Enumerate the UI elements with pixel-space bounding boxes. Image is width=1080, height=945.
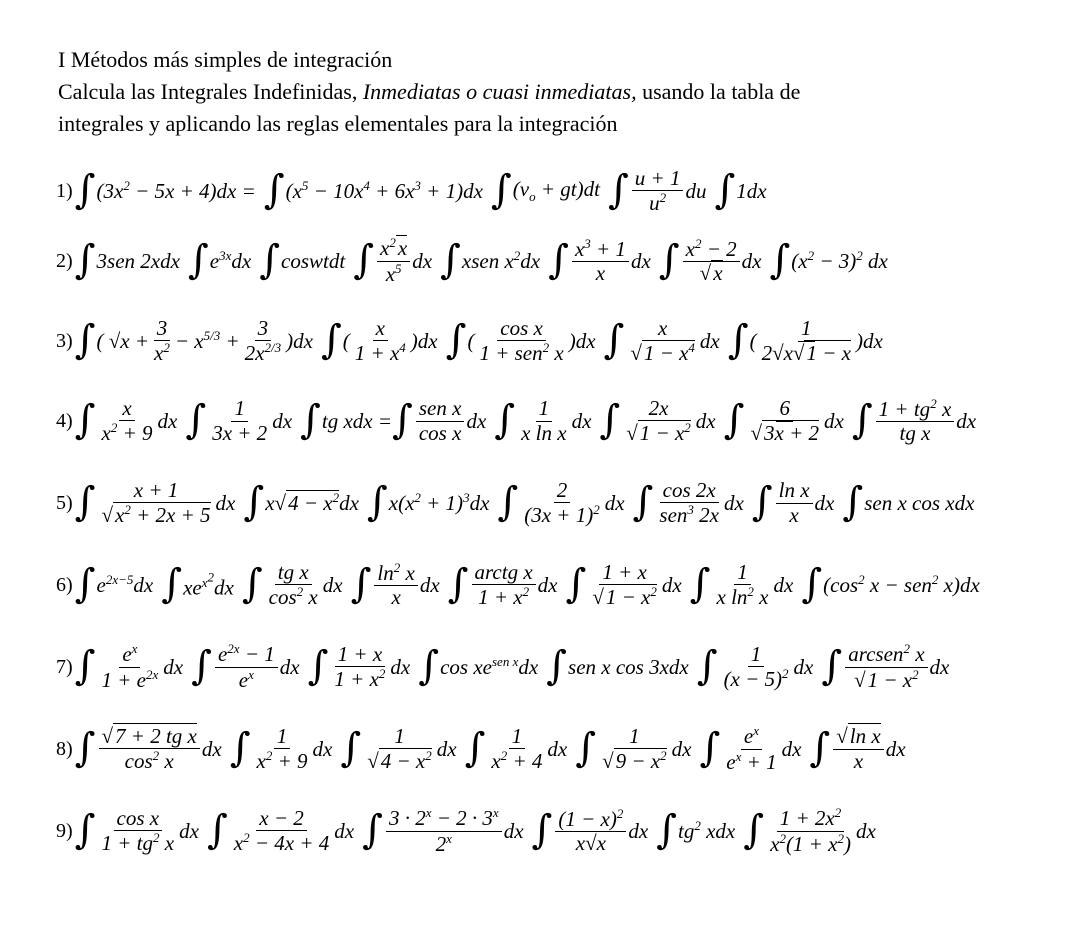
integral-sign: ∫	[187, 237, 209, 283]
exercise-header	[58, 44, 1048, 140]
integral-expression: ∫ $\frac{1}{x^2 + 4}$ dx	[464, 723, 568, 773]
row-number: 4)	[56, 409, 73, 432]
exercise-row-2	[56, 220, 1066, 302]
integral-expression: ∫ $\frac{\text{tg x}}{\cos^2 x}$ dx	[241, 559, 343, 609]
exercise-row-6	[56, 544, 1066, 626]
section-title: I Métodos más simples de integración	[58, 47, 393, 72]
integral-sign: ∫	[548, 237, 569, 283]
integral-expression: ∫ ($\cos^2$ x − sen$^2$ x)dx	[801, 561, 980, 607]
integral-expression: ∫ $(v_o + gt)dt$	[490, 167, 600, 213]
exercise-row-9	[56, 790, 1066, 872]
row-number: 5)	[56, 491, 73, 514]
integral-sign: ∫	[259, 237, 281, 283]
integral-sign: ∫	[445, 317, 467, 363]
integral-sign: ∫	[74, 479, 96, 525]
integral-sign: ∫	[658, 237, 680, 283]
row-number: 6)	[56, 573, 73, 596]
integral-sign: ∫	[656, 807, 678, 853]
exercise-row-3	[56, 300, 1066, 382]
row-number: 7)	[56, 655, 73, 678]
integral-expression: ∫ $\frac{e^x}{e^x + 1}$ dx	[699, 723, 802, 774]
integral-sign: ∫	[74, 643, 96, 689]
integral-expression: ∫ $\frac{2}{(3x + 1)^2}$ dx	[497, 477, 625, 527]
row-number: 2)	[56, 249, 73, 272]
integral-expression: ∫ $x(x^2 + 1)^3dx$	[366, 479, 490, 525]
integral-sign: ∫	[74, 237, 96, 283]
integral-sign: ∫	[340, 725, 362, 771]
integral-expression: ∫ $\frac{\text{ln x}}{x}$ dx	[751, 478, 835, 527]
integral-expression: ∫ $\frac{1 + x}{1 + x^2}$ dx	[307, 641, 411, 691]
integral-expression: ∫ 3sen 2xdx	[74, 237, 180, 283]
integral-sign: ∫	[440, 237, 461, 283]
integral-sign: ∫	[603, 317, 625, 363]
integral-sign: ∫	[74, 807, 96, 853]
integral-sign: ∫	[74, 561, 96, 607]
integral-expression: ∫ $xe^{x^2}dx$	[161, 561, 234, 607]
integral-sign: ∫	[821, 643, 843, 689]
integral-expression: ∫ $\frac{\text{√7 + 2 tg x}}{\cos^2 x}$ dx	[74, 723, 222, 773]
integral-expression: ∫ $\frac{1}{x \ln^2 x}$ dx	[689, 559, 794, 609]
exercise-row-4	[56, 380, 1066, 462]
integral-sign: ∫	[531, 807, 553, 853]
integral-expression: ∫ $(x^5 - 10x^4 + 6x^3 + 1)dx$	[263, 167, 483, 213]
instructions-emphasis: Inmediatas o cuasi inmediatas,	[362, 79, 637, 104]
integral-sign: ∫	[74, 167, 96, 213]
integral-expression: ∫ sen x cos xdx	[842, 479, 975, 525]
integral-expression: ∫ $e^{2x-5}dx$	[74, 561, 154, 607]
integral-expression: ∫ $\frac{6}{√3x + 2}$ dx	[723, 396, 844, 445]
integral-sign: ∫	[727, 317, 749, 363]
integral-expression: ∫ $\frac{1}{3x + 2}$ dx	[185, 396, 293, 445]
integral-expression: ∫ tg xdx = ∫ $\frac{\text{sen x}}{\text{cos x}}$ dx	[300, 396, 487, 445]
integral-expression: ∫ $\frac{x - 2}{x^2 - 4x + 4}$ dx	[206, 805, 355, 855]
integral-expression: ∫ $\frac{arcsen^2 x}{√1 - x^2}$ dx	[821, 641, 950, 692]
integral-expression: ∫ $x√4 - x^2dx$	[243, 479, 359, 525]
integral-expression: ∫ $(3x^2 - 5x + 4)dx$ =	[74, 167, 256, 213]
integral-sign: ∫	[464, 725, 486, 771]
integral-sign: ∫	[490, 167, 512, 213]
exercise-row-5	[56, 462, 1066, 544]
integral-sign: ∫	[689, 561, 711, 607]
integral-expression: ∫ $\frac{\text{arctg x}}{1 + x^2}$ dx	[447, 559, 558, 609]
integral-expression: ∫ 1dx	[714, 167, 767, 213]
integral-expression: ∫ $\frac{1 + x}{√1 - x^2}$ dx	[565, 559, 682, 609]
integral-sign: ∫	[191, 643, 212, 689]
exercise-row-8	[56, 708, 1066, 790]
integral-sign: ∫	[366, 479, 388, 525]
integral-sign: ∫	[74, 317, 96, 363]
integral-sign: ∫	[447, 561, 469, 607]
integral-expression: ∫ $\frac{3 \cdot 2^x - 2 \cdot 3^x}{2^x}$ dx	[362, 805, 524, 856]
integral-expression: ∫ $\frac{1}{x^2 + 9}$ dx	[229, 723, 333, 773]
integral-sign: ∫	[350, 561, 372, 607]
integral-sign: ∫	[320, 317, 342, 363]
integral-sign: ∫	[74, 397, 96, 443]
integral-sign: ∫	[723, 397, 745, 443]
integral-sign: ∫	[307, 643, 329, 689]
integral-expression: ∫ $\frac{u + 1}{u^2}$ du	[607, 165, 707, 215]
integral-expression: ∫ ( √x + $\frac{3}{x^2}$ − $x^{5/3}$ + $\frac{3}{2x^{2/3}}$ )dx	[74, 315, 313, 365]
integral-sign: ∫	[696, 643, 718, 689]
integral-expression: ∫ $\frac{1}{√4 - x^2}$ dx	[340, 723, 457, 773]
row-number: 8)	[56, 737, 73, 760]
integral-expression: ∫ $\frac{1}{√9 - x^2}$ dx	[575, 723, 692, 773]
integral-expression: ∫ $\frac{\cos 2x}{sen^3 2x}$ dx	[632, 477, 744, 527]
instructions-text: usando la tabla de	[636, 79, 801, 104]
integral-sign: ∫	[575, 725, 597, 771]
row-number: 3)	[56, 329, 73, 352]
integral-sign: ∫	[185, 397, 207, 443]
integral-sign: ∫	[418, 643, 440, 689]
integral-expression: ∫ $\cos xe^{sen x}dx$	[418, 643, 539, 689]
integral-sign: ∫	[229, 725, 251, 771]
integral-expression: ∫ sen x cos 3xdx	[546, 643, 689, 689]
exercise-row-7	[56, 626, 1066, 708]
integral-sign: ∫	[565, 561, 587, 607]
integral-expression: ∫ $\frac{x}{x^2 + 9}$ dx	[74, 395, 178, 445]
integral-sign: ∫	[751, 479, 773, 525]
integral-sign: ∫	[809, 725, 831, 771]
instructions-line	[58, 76, 1048, 108]
integral-sign: ∫	[74, 725, 96, 771]
integral-expression: ∫ $\frac{x}{√1 - x^4}$ dx	[603, 315, 720, 365]
integral-expression: ∫ coswtdt	[259, 237, 346, 283]
integral-sign: ∫	[497, 479, 519, 525]
integral-expression: ∫ ( $\frac{\text{cos x}}{1 + sen^2 x}$ )dx	[445, 315, 596, 365]
integral-sign: ∫	[392, 397, 413, 443]
integral-expression: ∫ ( $\frac{x}{1 + x^4}$ )dx	[320, 315, 438, 365]
integral-sign: ∫	[699, 725, 721, 771]
integral-expression: ∫ $\frac{1 + 2x^2}{x^2(1 + x^2)}$ dx	[743, 805, 876, 856]
integral-sign: ∫	[362, 807, 383, 853]
integral-expression: ∫ $e^{3x}dx$	[187, 237, 252, 283]
integral-sign: ∫	[241, 561, 263, 607]
integral-sign: ∫	[546, 643, 568, 689]
integral-sign: ∫	[851, 397, 873, 443]
integral-expression: ∫ $\frac{x^2 - 2}{√x}$ dx	[658, 235, 762, 285]
integral-expression: ∫ $\frac{1}{(x - 5)^2}$ dx	[696, 641, 814, 691]
integral-expression: ∫ $\frac{e^{2x} - 1}{e^x}$ dx	[191, 641, 300, 692]
integral-expression: ∫ ( $\frac{1}{2√x√1 - x}$ )dx	[727, 316, 883, 365]
integral-sign: ∫	[263, 167, 285, 213]
integral-sign: ∫	[801, 561, 823, 607]
integral-sign: ∫	[494, 397, 516, 443]
integral-sign: ∫	[353, 237, 375, 283]
integral-expression: ∫ $\frac{(1 - x)^2}{x√x}$ dx	[531, 805, 649, 855]
integral-expression: ∫ $\frac{e^x}{1 + e^{2x}}$ dx	[74, 641, 184, 692]
integral-expression: ∫ $\frac{2x}{√1 - x^2}$ dx	[599, 395, 716, 445]
integral-expression: ∫ $\frac{\ln^2 x}{x}$ dx	[350, 559, 440, 609]
integral-expression: ∫ $\frac{x + 1}{√x^2 + 2x + 5}$ dx	[74, 477, 236, 527]
integral-expression: ∫ $\frac{1}{\text{x ln x}}$ dx	[494, 396, 592, 445]
integral-expression: ∫ $\frac{\text{√ln x}}{x}$ dx	[809, 724, 906, 773]
row-number: 9)	[56, 819, 73, 842]
integral-expression: ∫ $\frac{x^2x}{x^5}$ dx	[353, 235, 433, 286]
integral-sign: ∫	[769, 237, 791, 283]
integral-sign: ∫	[632, 479, 654, 525]
integral-expression: ∫ $\frac{\text{cos x}}{1 + tg^2 x}$ dx	[74, 805, 199, 855]
integral-sign: ∫	[714, 167, 736, 213]
integral-expression: ∫ $\frac{1 + tg^2 x}{\text{tg x}}$ dx	[851, 395, 977, 445]
integral-sign: ∫	[743, 807, 765, 853]
integral-expression: ∫ $(x^2 - 3)^2$ dx	[769, 237, 888, 283]
instructions-text: Calcula las Integrales Indefinidas,	[58, 79, 363, 104]
integral-sign: ∫	[599, 397, 621, 443]
instructions-line: integrales y aplicando las reglas elementales para la integración	[58, 111, 618, 136]
integral-sign: ∫	[243, 479, 265, 525]
integral-expression: ∫ $tg^2$ xdx	[656, 807, 736, 853]
integral-sign: ∫	[206, 807, 228, 853]
integral-sign: ∫	[300, 397, 321, 443]
integral-expression: ∫ xsen $x^2dx$	[440, 237, 541, 283]
row-number: 1)	[56, 179, 73, 202]
integral-sign: ∫	[161, 561, 183, 607]
integral-sign: ∫	[607, 167, 629, 213]
integral-expression: ∫ $\frac{x^3 + 1}{x}$ dx	[548, 235, 651, 285]
integral-sign: ∫	[842, 479, 864, 525]
